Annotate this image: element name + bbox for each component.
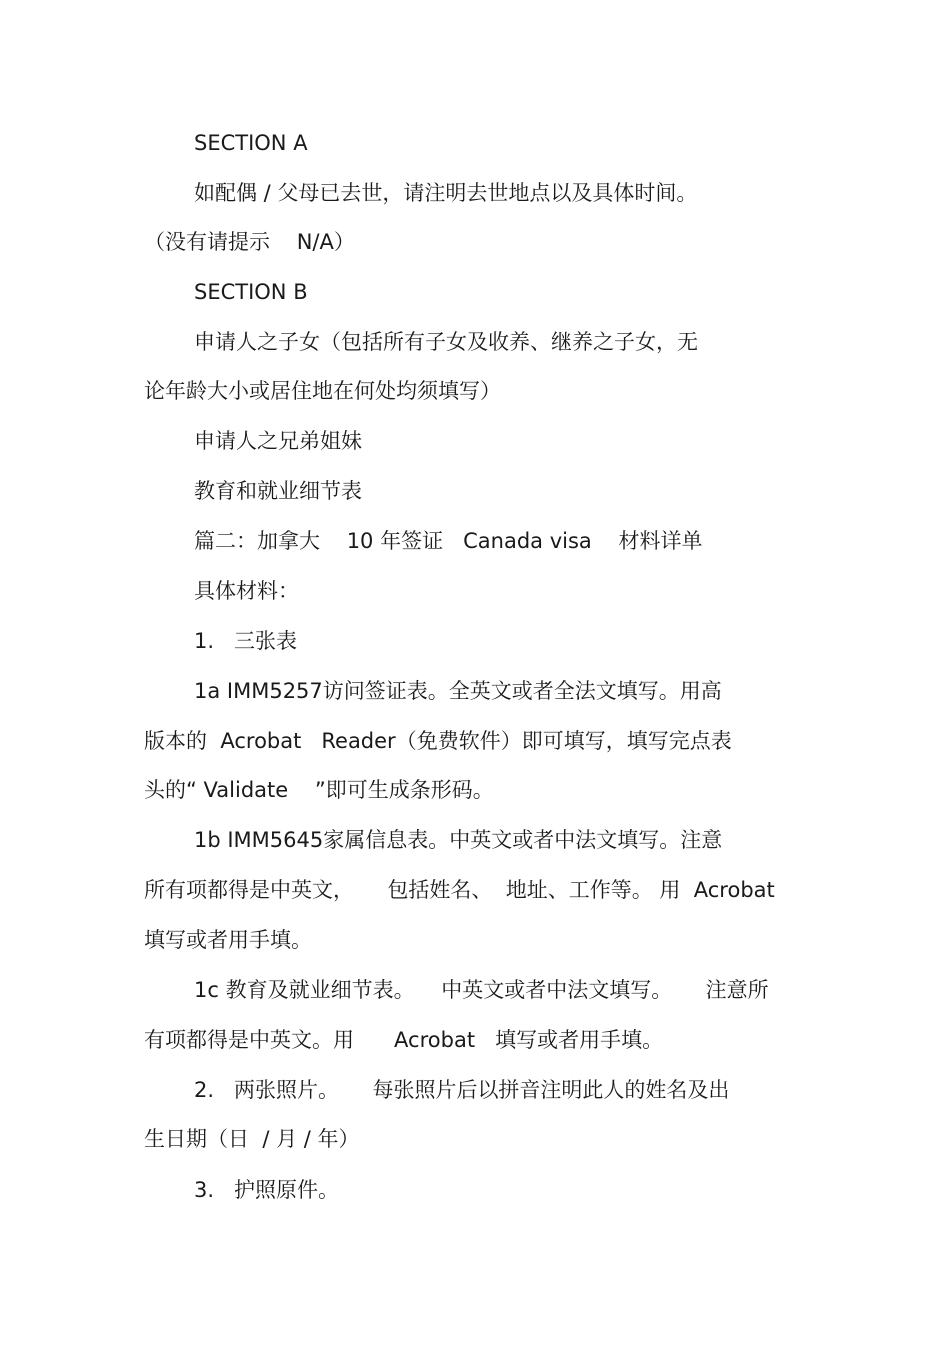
paragraph-line: 所有项都得是中英文， 包括姓名、 地址、工作等。 用 Acrobat <box>144 878 775 902</box>
paragraph-line: 教育和就业细节表 <box>194 479 362 503</box>
paragraph-line: 申请人之子女（包括所有子女及收养、继养之子女，无 <box>194 330 698 354</box>
list-item: 2. 两张照片。 每张照片后以拼音注明此人的姓名及出 <box>194 1078 730 1102</box>
list-item: 3. 护照原件。 <box>194 1178 340 1202</box>
paragraph-line: 1c 教育及就业细节表。 中英文或者中法文填写。 注意所 <box>194 978 769 1002</box>
section-b-heading: SECTION B <box>194 280 308 304</box>
paragraph-line: 具体材料： <box>194 579 299 603</box>
paragraph-line: 1a IMM5257访问签证表。全英文或者全法文填写。用高 <box>194 679 722 703</box>
article-heading: 篇二：加拿大 10 年签证 Canada visa 材料详单 <box>194 529 703 553</box>
list-item: 1. 三张表 <box>194 629 298 653</box>
paragraph-line: 有项都得是中英文。用 Acrobat 填写或者用手填。 <box>144 1028 664 1052</box>
paragraph-line: 版本的 Acrobat Reader（免费软件）即可填写，填写完点表 <box>144 729 732 753</box>
paragraph-line: （没有请提示 N/A） <box>144 230 355 254</box>
section-a-heading: SECTION A <box>194 131 308 155</box>
paragraph-line: 论年龄大小或居住地在何处均须填写） <box>144 379 501 403</box>
paragraph-line: 填写或者用手填。 <box>144 928 312 952</box>
paragraph-line: 如配偶 / 父母已去世，请注明去世地点以及具体时间。 <box>194 181 698 205</box>
paragraph-line: 申请人之兄弟姐妹 <box>194 429 362 453</box>
paragraph-line: 生日期（日 / 月 / 年） <box>144 1127 360 1151</box>
paragraph-line: 头的“ Validate ”即可生成条形码。 <box>144 778 494 802</box>
paragraph-line: 1b IMM5645家属信息表。中英文或者中法文填写。注意 <box>194 828 723 852</box>
